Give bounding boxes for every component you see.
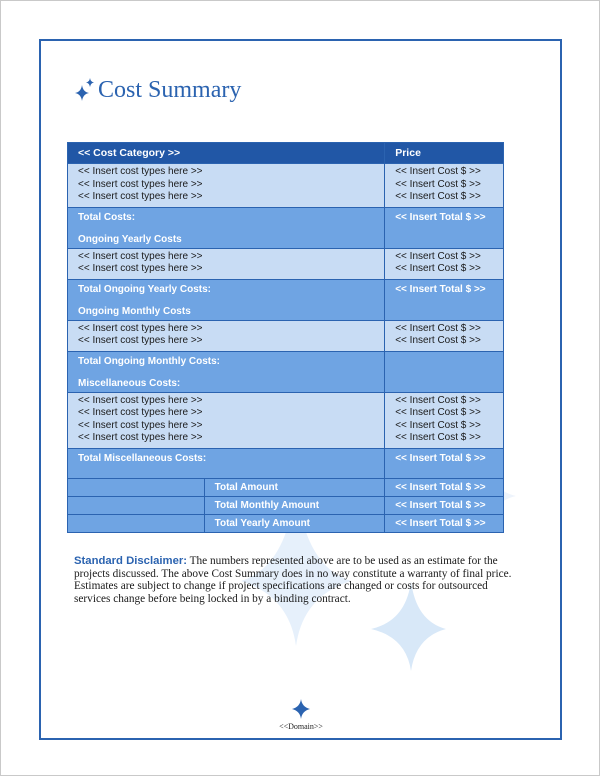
total-value-cell — [385, 279, 504, 320]
table-row — [68, 248, 504, 279]
cost-category-cell — [68, 392, 385, 448]
amount-value: << Insert Total $ >> — [385, 496, 504, 514]
amount-label: Total Monthly Amount — [204, 496, 385, 514]
cost-price-cell — [385, 320, 504, 351]
total-label-cell — [68, 448, 385, 478]
section-heading: Ongoing Yearly Costs — [78, 233, 182, 245]
total-label: Total Ongoing Monthly Costs: — [78, 355, 221, 367]
cost-value-text: << Insert Cost $ >> — [395, 335, 481, 346]
amount-spacer-cell — [68, 514, 205, 532]
footer-domain: <<Domain>> — [279, 722, 323, 731]
cost-type-text: << Insert cost types here >> — [78, 394, 203, 406]
cost-value-text: << Insert Cost $ >> — [395, 166, 481, 177]
cost-type-text: << Insert cost types here >> — [78, 263, 203, 274]
header-price: Price — [385, 143, 504, 164]
total-value: << Insert Total $ >> — [395, 211, 486, 223]
amount-spacer-cell — [68, 478, 205, 496]
cost-type-text: << Insert cost types here >> — [78, 322, 203, 334]
header-category: << Cost Category >> — [68, 143, 385, 164]
cost-category-cell — [68, 248, 385, 279]
cost-type-text: << Insert cost types here >> — [78, 335, 203, 346]
total-value: << Insert Total $ >> — [395, 452, 486, 464]
cost-type-text: << Insert cost types here >> — [78, 419, 203, 431]
cost-type-text: << Insert cost types here >> — [78, 407, 203, 418]
cost-price-cell — [385, 164, 504, 208]
total-value-cell — [385, 448, 504, 478]
cost-value-text: << Insert Cost $ >> — [395, 419, 481, 431]
cost-type-text: << Insert cost types here >> — [78, 178, 203, 190]
total-row — [68, 351, 504, 392]
cost-type-text: << Insert cost types here >> — [78, 432, 203, 443]
amount-spacer-cell — [68, 496, 205, 514]
cost-category-cell — [68, 320, 385, 351]
table-row — [68, 320, 504, 351]
sparkle-icon — [74, 77, 96, 103]
cost-value-text: << Insert Cost $ >> — [395, 191, 481, 202]
cost-type-text: << Insert cost types here >> — [78, 191, 203, 202]
amount-row — [68, 478, 504, 496]
section-heading: Ongoing Monthly Costs — [78, 305, 191, 317]
cost-type-text: << Insert cost types here >> — [78, 166, 203, 177]
amount-value: << Insert Total $ >> — [385, 514, 504, 532]
total-label: Total Miscellaneous Costs: — [78, 452, 207, 464]
cost-category-cell — [68, 164, 385, 208]
amount-label: Total Amount — [204, 478, 385, 496]
amount-row — [68, 496, 504, 514]
total-value: << Insert Total $ >> — [395, 283, 486, 295]
total-label-cell — [68, 351, 385, 392]
cost-value-text: << Insert Cost $ >> — [395, 250, 481, 262]
cost-value-text: << Insert Cost $ >> — [395, 407, 481, 418]
table-row — [68, 164, 504, 208]
cost-price-cell — [385, 392, 504, 448]
cost-type-text: << Insert cost types here >> — [78, 250, 203, 262]
cost-value-text: << Insert Cost $ >> — [395, 263, 481, 274]
total-value-cell — [385, 207, 504, 248]
total-label: Total Ongoing Yearly Costs: — [78, 283, 211, 295]
cost-value-text: << Insert Cost $ >> — [395, 178, 481, 190]
cost-value-text: << Insert Cost $ >> — [395, 322, 481, 334]
total-label-cell — [68, 207, 385, 248]
disclaimer-text: The numbers represented above are to be used as an estimate for the projects discussed. The above Cost Summary does in no way constitute a warranty of final price. Estimates are subject to change if project specifications are changed or costs for outsourced services change before being locked in by a binding contract. — [74, 555, 512, 605]
cost-table — [67, 142, 504, 533]
page-title — [74, 73, 241, 107]
total-label-cell — [68, 279, 385, 320]
disclaimer — [74, 555, 519, 605]
amount-row — [68, 514, 504, 532]
section-heading: Miscellaneous Costs: — [78, 377, 181, 389]
total-row — [68, 279, 504, 320]
cost-value-text: << Insert Cost $ >> — [395, 432, 481, 443]
total-row — [68, 448, 504, 478]
four-point-star-icon — [292, 699, 310, 719]
cost-price-cell — [385, 248, 504, 279]
total-value-cell — [385, 351, 504, 392]
cost-value-text: << Insert Cost $ >> — [395, 394, 481, 406]
amount-value: << Insert Total $ >> — [385, 478, 504, 496]
total-label: Total Costs: — [78, 211, 136, 223]
table-header-row — [68, 143, 504, 164]
title-text: Cost Summary — [98, 76, 242, 103]
total-row — [68, 207, 504, 248]
amount-label: Total Yearly Amount — [204, 514, 385, 532]
table-row — [68, 392, 504, 448]
disclaimer-label: Standard Disclaimer: — [74, 555, 188, 567]
